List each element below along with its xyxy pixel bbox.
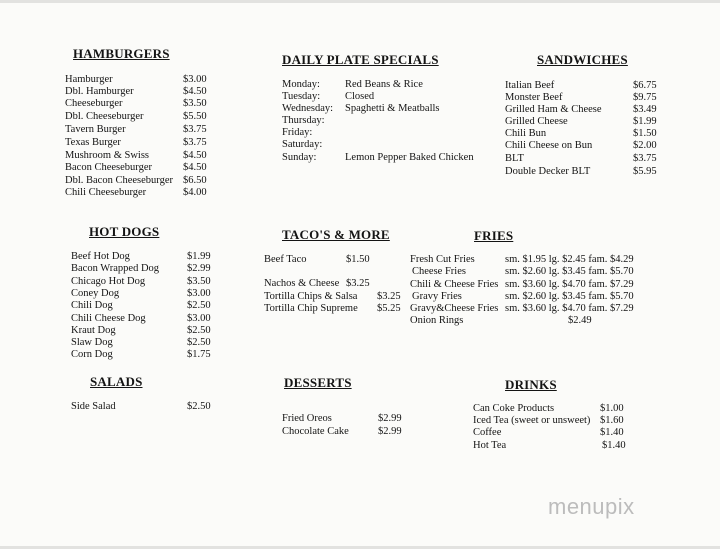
sandwiches-heading: SANDWICHES [537,52,628,67]
menupix-watermark: menupix [548,494,635,519]
daily-specials-heading: DAILY PLATE SPECIALS [282,52,439,67]
salads-heading: SALADS [90,374,143,389]
fries-heading: FRIES [474,228,514,243]
scan-edge-top [0,0,720,3]
tacos-heading: TACO'S & MORE [282,227,390,242]
drinks-heading: DRINKS [505,377,557,392]
desserts-heading: DESSERTS [284,375,352,390]
hamburgers-heading: HAMBURGERS [73,46,170,61]
menu-page: HAMBURGERS Hamburger $3.00 Dbl. Hamburger $4.50 Cheeseburger $3.50 Dbl. Cheeseburger $5.50 Tavern Burger $3.75 Texas Burger $3.75 Mushroom & Swiss $4.50 Bacon Cheeseburger $4.50 Dbl. Bacon Cheeseburger $6.50 Chili Cheeseburger $4.00 DAILY PLATE SPECIALS Monday: Red Beans & Rice Tuesday: Closed Wednesday: Spaghetti & Meatballs Thursday: Friday: Saturday: Sunday: Lemon Pepper Baked Chicken SANDWICHES Italian Beef $6.75 Monster Beef $9.75 Grilled Ham & Cheese $3.49 Grilled Cheese $1.99 Chili Bun $1.50 Chili Cheese on Bun $2.00 BLT $3.75 Double Decker BLT $5.95 HOT DOGS Beef Hot Dog $1.99 Bacon Wrapped Dog $2.99 Chicago Hot Dog $3.50 Coney Dog $3.00 Chili Dog $2.50 Chili Cheese Dog $3.00 Kraut Dog $2.50 Slaw Dog $2.50 Corn Dog $1.75 TACO'S & MORE Beef Taco $1.50 Nachos & Cheese $3.25 Tortilla Chips & Salsa $3.25 Tortilla Chip Supreme $5.25 FRIES Fresh Cut Fries sm. $1.95 lg. $2.45 fam. $4.29 Cheese Fries sm. $2.60 lg. $3.45 fam. $5.70 Chili & Cheese Fries sm. $3.60 lg. $4.70 fam. $7.29 Gravy Fries sm. $2.60 lg. $3.45 fam. $5.70 Gravy&Cheese Fries sm. $3.60 lg. $4.70 fam. $7.29 Onion Rings $2.49 SALADS Side Salad $2.50 DESSERTS Fried Oreos $2.99 Chocolate Cake $2.99 DRINKS Can Coke Products $1.00 Iced Tea (sweet or unsweet) $1.60 Coffee $1.40 Hot Tea $1.40 menupix [0,0,720,549]
hot-dogs-heading: HOT DOGS [89,224,160,239]
